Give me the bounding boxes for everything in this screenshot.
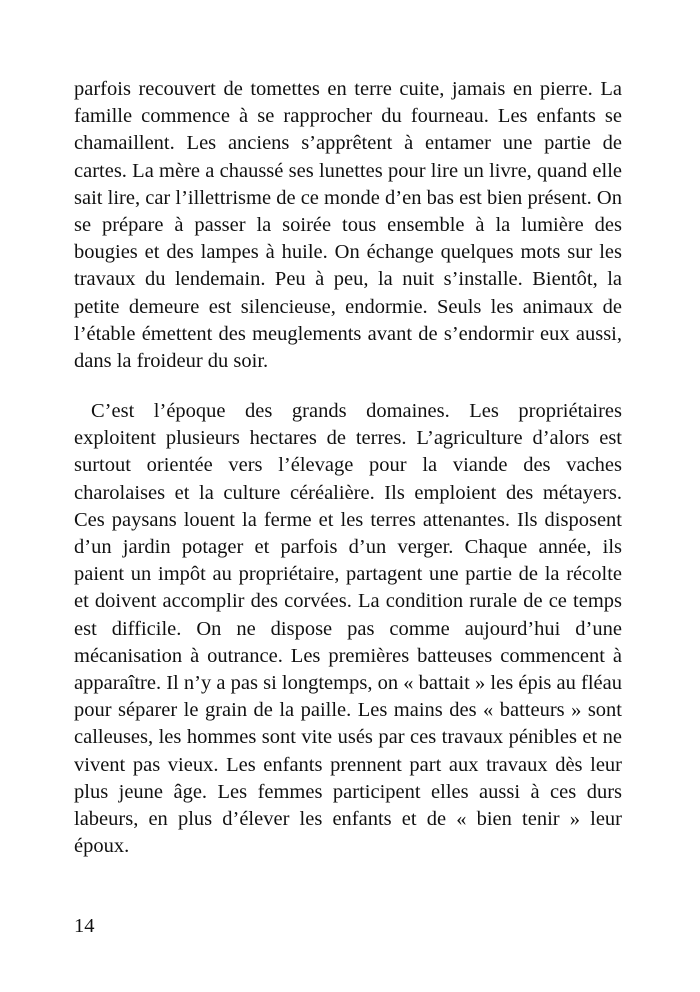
page-number: 14: [74, 915, 95, 937]
paragraph-2: C’est l’époque des grands domaines. Les propriétaires exploitent plusieurs hectares de terres. L’agriculture d’alors est surtout orientée vers l’élevage pour la viande des vaches charolaises et la culture céréalière. Ils emploient des métayers. Ces paysans louent la ferme et les terres attenantes. Ils disposent d’un jardin potager et parfois d’un verger. Chaque année, ils paient un impôt au propriétaire, partagent une partie de la récolte et doivent accomplir des corvées. La condition rurale de ce temps est difficile. On ne dispose pas comme aujourd’hui d’une mécanisation à outrance. Les premières batteuses commencent à apparaître. Il n’y a pas si longtemps, on « battait » les épis au fléau pour séparer le grain de la paille. Les mains des « batteurs » sont calleuses, les hommes sont vite usés par ces travaux pénibles et ne vivent pas vieux. Les enfants prennent part aux travaux dès leur plus jeune âge. Les femmes participent elles aussi à ces durs labeurs, en plus d’élever les enfants et de « bien tenir » leur époux.: [74, 400, 622, 858]
paragraph-1: parfois recouvert de tomettes en terre cuite, jamais en pierre. La famille commence à se rapprocher du fourneau. Les enfants se chamaillent. Les anciens s’apprêtent à entamer une partie de cartes. La mère a chaussé ses lunettes pour lire un livre, quand elle sait lire, car l’illettrisme de ce monde d’en bas est bien présent. On se prépare à passer la soirée tous ensemble à la lumière des bougies et des lampes à huile. On échange quelques mots sur les travaux du lendemain. Peu à peu, la nuit s’installe. Bientôt, la petite demeure est silencieuse, endormie. Seuls les animaux de l’étable émettent des meuglements avant de s’endormir eux aussi, dans la froideur du soir.: [74, 78, 622, 373]
